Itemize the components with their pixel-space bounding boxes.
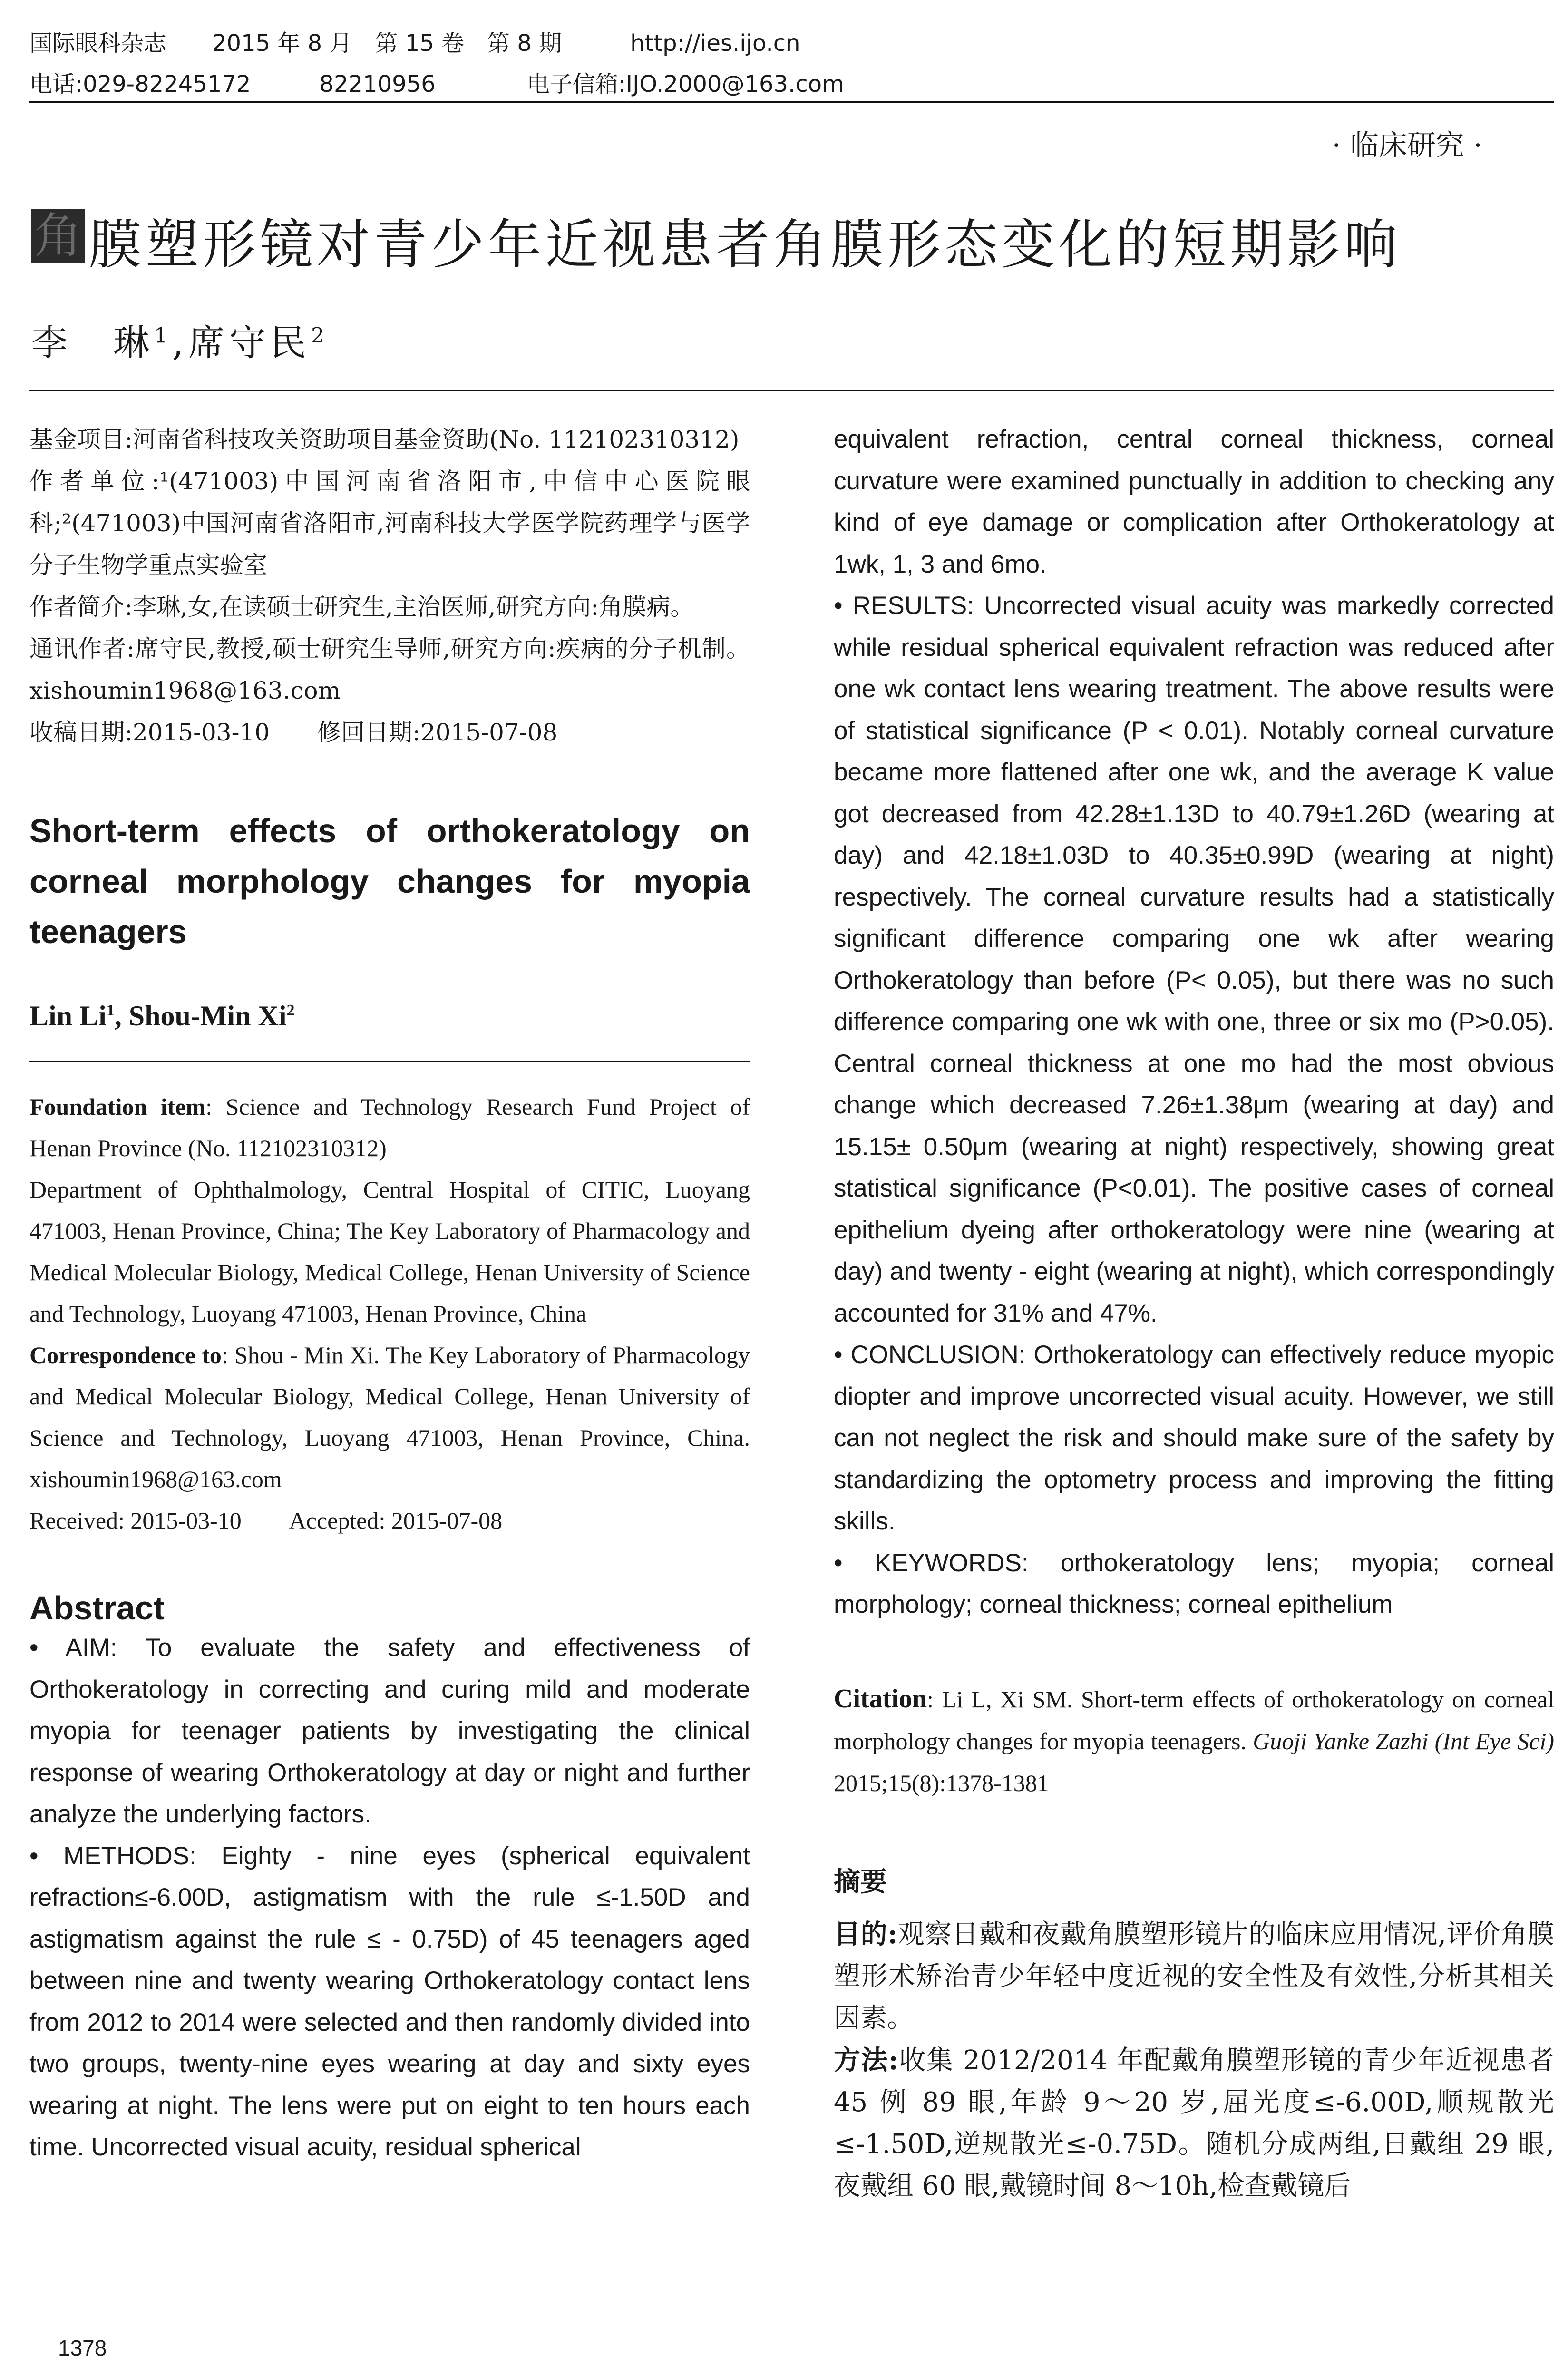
spacer: [834, 1804, 1554, 1861]
cn-methods-label: 方法:: [834, 2044, 898, 2076]
cn-author-bio: 作者简介:李琳,女,在读硕士研究生,主治医师,研究方向:角膜病。: [29, 593, 694, 621]
spacer: [29, 1062, 750, 1086]
citation: [834, 1678, 1554, 1804]
english-authors: Lin Li$^1$, Shou-Min Xi$^2$: [29, 1000, 295, 1032]
foundation-item: [29, 1086, 750, 1169]
citation-label: Citation: [834, 1684, 927, 1714]
affiliations-en: Department of Ophthalmology, Central Hospital of CITIC, Luoyang 471003, Henan Province, China; The Key Laboratory of Pharmacology and Medical Molecular Biology, Medical College, Henan University of Science and Technology, Luoyang 471003, Henan Province, China: [29, 1176, 750, 1327]
authors-cn: [31, 314, 329, 366]
en-author-1-sup: 1: [106, 1002, 115, 1019]
abstract-results: • RESULTS: Uncorrected visual acuity was markedly corrected while residual spherical equivalent refraction was reduced after one wk contact lens wearing treatment. The above results were of statistical significance (P < 0.01). Notably corneal curvature became more flattened after one wk, and the average K value got decreased from 42.28±1.13D to 40.79±1.26D (wearing at day) and 42.18±1.03D to 40.35±0.99D (wearing at night) respectively. The corneal curvature results had a statistically significant difference comparing one wk after wearing Orthokeratology than before (P< 0.05), but there was no such difference comparing one wk with one, three or six mo (P>0.05). Central corneal thickness at one mo had the most obvious change which decreased 7.26±1.38μm (wearing at day) and 15.15± 0.50μm (wearing at night) respectively, showing great statistical significance (P<0.01). The positive cases of corneal epithelium dyeing after orthokeratology were nine (wearing at day) and twenty - eight (wearing at night), which correspondingly accounted for 31% and 47%.: [834, 592, 1554, 1327]
cn-aim-text: 观察日戴和夜戴角膜塑形镜片的临床应用情况,评价角膜塑形术矫治青少年轻中度近视的安全性及有效性,分析其相关因素。: [834, 1919, 1554, 2034]
abstract-heading: Abstract: [29, 1589, 165, 1627]
right-column: [834, 419, 1554, 2207]
spacer: [834, 1899, 1554, 1913]
en-author-1: Lin Li: [29, 1000, 107, 1032]
abstract-aim: • AIM: To evaluate the safety and effectiveness of Orthokeratology in correcting and curing mild and moderate myopia for teenager patients by investigating the clinical response of wearing Orthokeratology at day or night and further analyze the underlying factors.: [29, 1634, 750, 1828]
left-column: [29, 419, 750, 2168]
spacer: [29, 1541, 750, 1589]
author-cn-1: 李 琳: [31, 321, 154, 364]
journal-header-line2: 电话:029-82245172 82210956 电子信箱:IJO.2000@163.com: [29, 71, 844, 97]
en-author-2: Shou-Min Xi: [128, 1000, 287, 1032]
journal-header-line1: 国际眼科杂志 2015 年 8 月 第 15 卷 第 8 期 http://ies.ijo.cn: [29, 30, 800, 57]
abstract-conclusion: • CONCLUSION: Orthokeratology can effectively reduce myopic diopter and improve uncorrected visual acuity. However, we still can not neglect the risk and should make sure of the safety by standardizing the optometry process and improving the fitting skills.: [834, 1341, 1554, 1535]
author-cn-2-sup: 2: [311, 323, 330, 348]
citation-text-2: 2015;15(8):1378-1381: [834, 1769, 1049, 1796]
cn-abstract-heading: 摘要: [834, 1866, 887, 1898]
cn-aim-label: 目的:: [834, 1918, 898, 1950]
title-rule: [29, 390, 1554, 391]
correspondence-en: [29, 1335, 750, 1500]
abstract-methods-cont: equivalent refraction, central corneal thickness, corneal curvature were examined punctually in addition to checking any kind of eye damage or complication after Orthokeratology at 1wk, 1, 3 and 6mo.: [834, 425, 1554, 578]
abstract-methods: • METHODS: Eighty - nine eyes (spherical equivalent refraction≤-6.00D, astigmatism with the rule ≤-1.50D and astigmatism against the rule ≤ - 0.75D) of 45 teenagers aged between nine and twenty wearing Orthokeratology contact lens from 2012 to 2014 were selected and then randomly divided into two groups, twenty-nine eyes wearing at day and sixty eyes wearing at night. The lens were put on eight to ten hours each time. Uncorrected visual acuity, residual spherical: [29, 1841, 750, 2161]
cn-funding: 基金项目:河南省科技攻关资助项目基金资助(No. 112102310312): [29, 426, 740, 453]
cn-methods-text: 收集 2012/2014 年配戴角膜塑形镜的青少年近视患者 45 例 89 眼,年龄 9～20 岁,屈光度≤-6.00D,顺规散光≤-1.50D,逆规散光≤-0.75D。随机分成两组,日戴组 29 眼,夜戴组 60 眼,戴镜时间 8～10h,检查戴镜后: [834, 2045, 1555, 2202]
foundation-label: Foundation item: [29, 1093, 206, 1120]
correspondence-text: : Shou - Min Xi. The Key Laboratory of Pharmacology and Medical Molecular Biology, Medical College, Henan University of Science and Technology, Luoyang 471003, Henan Province, China. xishoumin1968@163.com: [29, 1342, 750, 1492]
cn-dates: 收稿日期:2015-03-10 修回日期:2015-07-08: [29, 719, 558, 746]
cn-abstract-aim: [834, 1913, 1554, 2039]
abstract-keywords: • KEYWORDS: orthokeratology lens; myopia; corneal morphology; corneal thickness; corneal epithelium: [834, 1549, 1554, 1618]
foundation-text: : Science and Technology Research Fund Project of Henan Province (No. 112102310312): [29, 1093, 750, 1161]
correspondence-label: Correspondence to: [29, 1342, 222, 1368]
header-rule: [29, 101, 1554, 103]
article-title: [31, 202, 1401, 279]
author-cn-sep: ,: [172, 321, 189, 364]
spacer: [29, 753, 750, 806]
cn-affiliation: 作者单位:¹(471003)中国河南省洛阳市,中信中心医院眼科;²(471003)中国河南省洛阳市,河南科技大学医学院药理学与医学分子生物学重点实验室: [29, 468, 750, 579]
received-accepted: Received: 2015-03-10 Accepted: 2015-07-08: [29, 1507, 503, 1534]
author-cn-2: 席守民: [188, 321, 312, 364]
spacer: [29, 957, 750, 1000]
section-label: · 临床研究 ·: [1332, 129, 1482, 162]
spacer: [834, 1626, 1554, 1678]
article-title-text: 膜塑形镜对青少年近视患者角膜形态变化的短期影响: [88, 214, 1401, 276]
author-cn-1-sup: 1: [154, 323, 172, 348]
title-first-char: 角: [34, 208, 82, 263]
page-number: 1378: [58, 2336, 107, 2360]
spacer: [29, 1033, 750, 1061]
citation-text-1: : Li L, Xi SM. Short-term effects of orthokeratology on corneal morphology changes for myopia teenagers.: [834, 1685, 1554, 1754]
en-author-2-sup: 2: [286, 1002, 295, 1019]
cn-correspondence: 通讯作者:席守民,教授,硕士研究生导师,研究方向:疾病的分子机制。xishoumin1968@163.com: [29, 635, 750, 704]
citation-journal: Guoji Yanke Zazhi (Int Eye Sci): [1253, 1727, 1554, 1754]
cn-abstract-methods: [834, 2039, 1554, 2207]
english-title: Short-term effects of orthokeratology on corneal morphology changes for myopia teenagers: [29, 812, 750, 950]
